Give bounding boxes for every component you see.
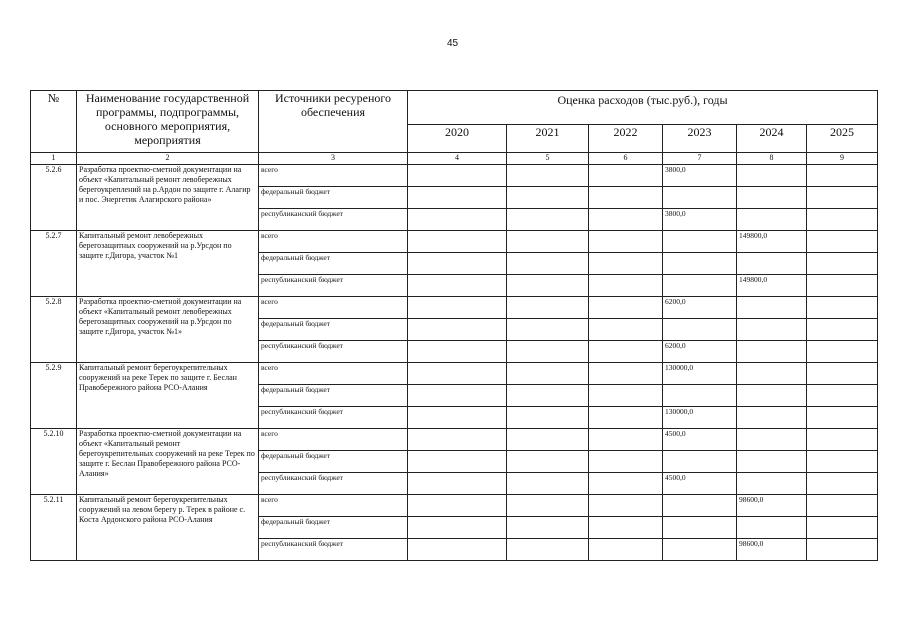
expense-value [507,385,589,407]
expense-value [807,341,878,363]
expense-value: 4500,0 [663,473,737,495]
expense-value [807,451,878,473]
expense-value [507,363,589,385]
expense-value [737,451,807,473]
expense-value [408,187,507,209]
expense-value [807,429,878,451]
column-number: 6 [589,153,663,165]
funding-source: федеральный бюджет [259,385,408,407]
expense-value [663,231,737,253]
header-year: 2021 [507,125,589,153]
measure-code: 5.2.8 [31,297,77,363]
expense-value [737,363,807,385]
table-row [31,429,878,451]
expense-value [408,429,507,451]
expense-value [589,253,663,275]
header-year: 2023 [663,125,737,153]
expense-value [507,429,589,451]
column-number: 1 [31,153,77,165]
expense-value [408,165,507,187]
expense-value [737,297,807,319]
expense-value [408,517,507,539]
expense-value: 4500,0 [663,429,737,451]
expense-value [507,539,589,561]
expense-value [807,187,878,209]
expense-value [589,231,663,253]
expense-value [663,517,737,539]
column-number: 7 [663,153,737,165]
funding-source: республиканский бюджет [259,341,408,363]
funding-source: всего [259,363,408,385]
expense-value: 130000,0 [663,363,737,385]
expense-value: 98600,0 [737,539,807,561]
expense-value [737,319,807,341]
expense-value [408,407,507,429]
expense-value [663,187,737,209]
expense-value [408,275,507,297]
table-row [31,495,878,517]
expense-value [408,253,507,275]
expense-value [663,275,737,297]
expense-value [408,385,507,407]
expense-value [589,473,663,495]
expense-value: 130000,0 [663,407,737,429]
expense-value [807,319,878,341]
expense-value [807,253,878,275]
expense-value [589,385,663,407]
header-expenses: Оценка расходов (тыс.руб.), годы [408,91,878,125]
expense-value [589,363,663,385]
funding-source: федеральный бюджет [259,517,408,539]
expense-value [589,187,663,209]
expense-value [807,363,878,385]
header-year: 2022 [589,125,663,153]
measure-title: Капитальный ремонт левобережных берегозащитных сооружений на р.Урсдон по защите г.Дигора, участок №1 [77,231,259,297]
column-number: 5 [507,153,589,165]
funding-source: республиканский бюджет [259,275,408,297]
measure-code: 5.2.6 [31,165,77,231]
table-row [31,165,878,187]
funding-source: федеральный бюджет [259,187,408,209]
expense-value [589,429,663,451]
expense-value [807,297,878,319]
expense-value [807,495,878,517]
column-number: 2 [77,153,259,165]
funding-source: республиканский бюджет [259,539,408,561]
expense-value [737,473,807,495]
funding-source: республиканский бюджет [259,473,408,495]
expense-value [589,341,663,363]
expense-value [507,319,589,341]
column-number-row [31,153,878,165]
expense-value [737,209,807,231]
expense-value [507,517,589,539]
expense-value [663,385,737,407]
funding-source: всего [259,231,408,253]
expense-value [589,165,663,187]
measure-code: 5.2.11 [31,495,77,561]
expense-value [663,319,737,341]
expense-value [408,297,507,319]
expense-value [737,341,807,363]
expense-value [589,297,663,319]
expense-value [589,209,663,231]
expense-value [589,407,663,429]
funding-source: республиканский бюджет [259,209,408,231]
measure-code: 5.2.10 [31,429,77,495]
expense-value: 6200,0 [663,341,737,363]
expense-value: 149800,0 [737,231,807,253]
expense-value [408,495,507,517]
page-number: 45 [446,38,459,49]
expense-value: 98600,0 [737,495,807,517]
funding-source: всего [259,297,408,319]
measure-title: Разработка проектно-сметной документации на объект «Капитальный ремонт берегоукрепительных сооружений на реке Терек по защите г. Беслан Правобережного района РСО-Алания» [77,429,259,495]
expense-value [507,275,589,297]
expense-value [737,253,807,275]
expense-value [507,209,589,231]
table-row [31,297,878,319]
expense-value [408,539,507,561]
expense-value [807,473,878,495]
expense-value [589,517,663,539]
expense-value [507,407,589,429]
expense-value: 6200,0 [663,297,737,319]
funding-source: республиканский бюджет [259,407,408,429]
funding-source: федеральный бюджет [259,451,408,473]
expense-value [807,517,878,539]
expense-value [807,385,878,407]
expense-value [737,187,807,209]
column-number: 8 [737,153,807,165]
column-number: 3 [259,153,408,165]
expense-value [589,451,663,473]
expense-value [507,451,589,473]
funding-source: федеральный бюджет [259,253,408,275]
expense-value [663,539,737,561]
column-number: 9 [807,153,878,165]
expense-value [663,253,737,275]
expense-value [589,319,663,341]
expense-value [408,363,507,385]
expense-value [807,539,878,561]
expense-value [408,209,507,231]
expense-value [807,165,878,187]
expense-value [507,253,589,275]
expense-value [408,451,507,473]
expense-value [737,385,807,407]
expense-value [408,341,507,363]
expense-value [663,451,737,473]
funding-source: всего [259,165,408,187]
expense-value [737,165,807,187]
funding-source: всего [259,429,408,451]
expense-value [507,495,589,517]
measure-title: Разработка проектно-сметной документации на объект «Капитальный ремонт левобережных берегоукреплений на р.Ардон по защите г. Алагир и пос. Энергетик Алагирского района» [77,165,259,231]
header-name: Наименование государственной программы, подпрограммы, основного мероприятия, мероприятия [77,91,259,153]
column-number: 4 [408,153,507,165]
measure-title: Разработка проектно-сметной документации на объект «Капитальный ремонт левобережных берегозащитных сооружений на р.Урсдон по защите г.Дигора, участок №1» [77,297,259,363]
budget-table [30,90,878,561]
expense-value [507,297,589,319]
expense-value [589,539,663,561]
header-year: 2020 [408,125,507,153]
header-year: 2025 [807,125,878,153]
expense-value [807,231,878,253]
expense-value [807,209,878,231]
header-year: 2024 [737,125,807,153]
header-number: № [31,91,77,153]
table-row [31,231,878,253]
expense-value [737,517,807,539]
measure-title: Капитальный ремонт берегоукрепительных сооружений на левом берегу р. Терек в районе с. Коста Ардонского района РСО-Алания [77,495,259,561]
expense-value [408,231,507,253]
measure-code: 5.2.7 [31,231,77,297]
expense-value [589,495,663,517]
expense-value [408,473,507,495]
expense-value [807,275,878,297]
expense-value [589,275,663,297]
funding-source: федеральный бюджет [259,319,408,341]
expense-value [737,429,807,451]
expense-value [507,187,589,209]
table-row [31,363,878,385]
expense-value: 3800,0 [663,165,737,187]
header-sources: Источники ресуреного обеспечения [259,91,408,153]
expense-value [807,407,878,429]
expense-value: 149800,0 [737,275,807,297]
expense-value [663,495,737,517]
expense-value [507,473,589,495]
expense-value [507,341,589,363]
expense-value [507,165,589,187]
expense-value [737,407,807,429]
expense-value [507,231,589,253]
expense-value [408,319,507,341]
measure-title: Капитальный ремонт берегоукрепительных сооружений на реке Терек по защите г. Беслан Правобережного района РСО-Алания [77,363,259,429]
funding-source: всего [259,495,408,517]
measure-code: 5.2.9 [31,363,77,429]
expense-value: 3800,0 [663,209,737,231]
